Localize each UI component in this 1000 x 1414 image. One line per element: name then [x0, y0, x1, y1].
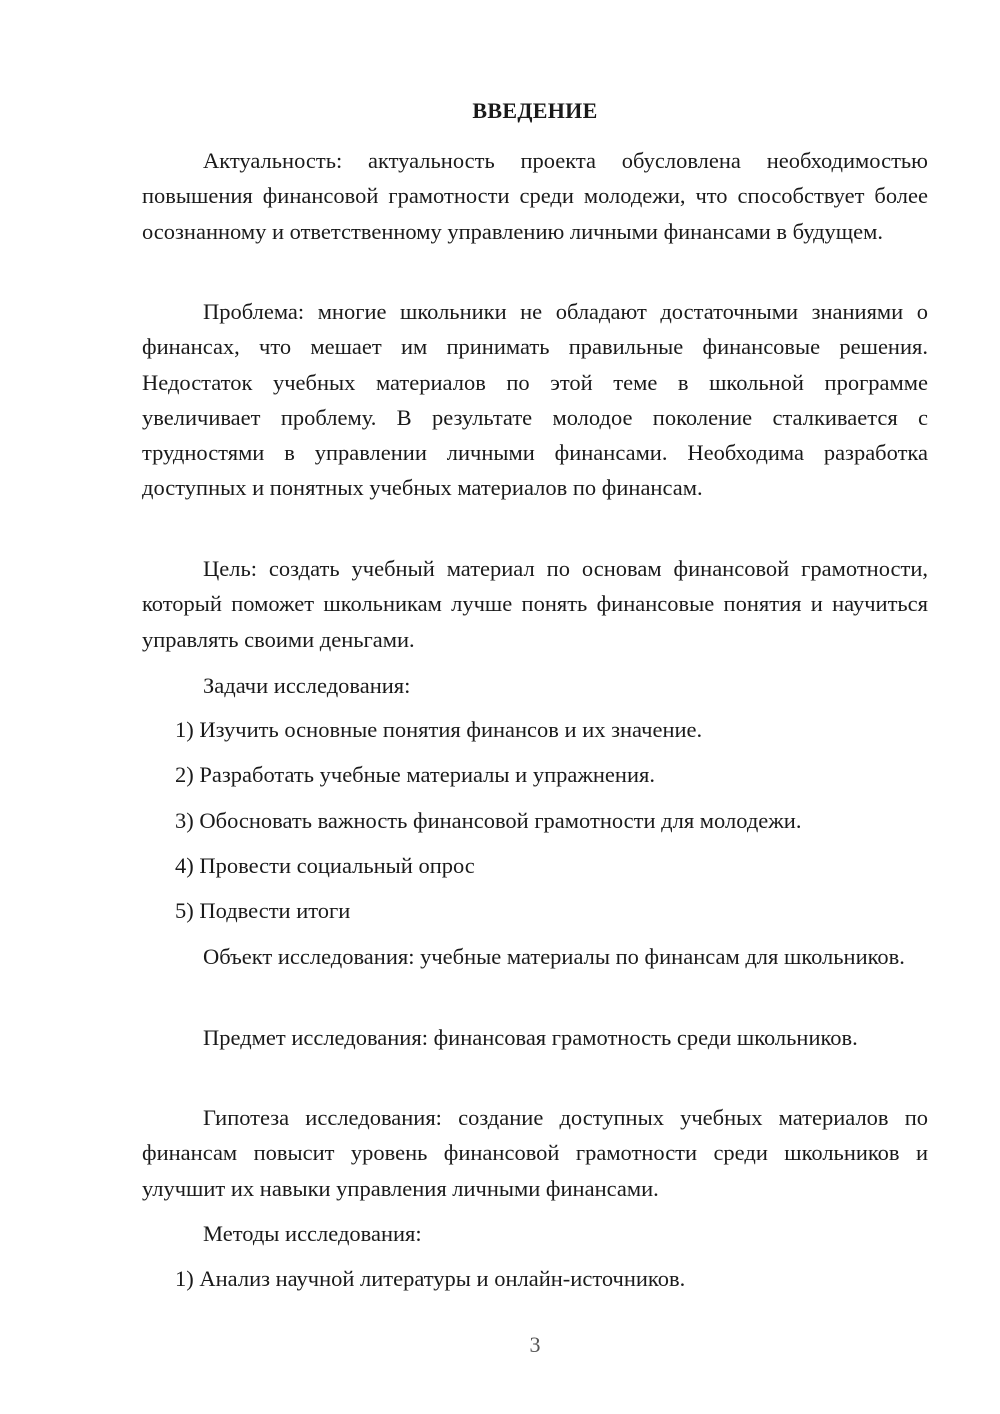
document-page [142, 0, 928, 1414]
subject-paragraph: Предмет исследования: финансовая грамотность среди школьников. [203, 1025, 858, 1050]
task-item: 4) Провести социальный опрос [175, 853, 475, 878]
hypothesis-paragraph: Гипотеза исследования: создание доступных учебных материалов по финансам повысит уровень финансовой грамотности среди школьников и улучшит их навыки управления личными финансами. [142, 1105, 928, 1201]
relevance-paragraph: Актуальность: актуальность проекта обусловлена необходимостью повышения финансовой грамотности среди молодежи, что способствует более осознанному и ответственному управлению личными финансами в будущем. [142, 148, 928, 244]
tasks-heading: Задачи исследования: [203, 673, 411, 698]
task-item: 5) Подвести итоги [175, 898, 351, 923]
goal-paragraph: Цель: создать учебный материал по основам финансовой грамотности, который поможет школьникам лучше понять финансовые понятия и научиться управлять своими деньгами. [142, 556, 928, 652]
page-title: ВВЕДЕНИЕ [472, 98, 598, 123]
object-paragraph: Объект исследования: учебные материалы по финансам для школьников. [203, 944, 905, 969]
task-item: 3) Обосновать важность финансовой грамотности для молодежи. [175, 808, 802, 833]
methods-heading: Методы исследования: [203, 1221, 422, 1246]
task-item: 1) Изучить основные понятия финансов и их значение. [175, 717, 703, 742]
page-number: 3 [529, 1332, 541, 1357]
method-item: 1) Анализ научной литературы и онлайн-источников. [175, 1266, 686, 1291]
task-item: 2) Разработать учебные материалы и упражнения. [175, 762, 655, 787]
problem-paragraph: Проблема: многие школьники не обладают достаточными знаниями о финансах, что мешает им принимать правильные финансовые решения. Недостаток учебных материалов по этой теме в школьной программе увеличивает проблему. В результате молодое поколение сталкивается с трудностями в управлении личными финансами. Необходима разработка доступных и понятных учебных материалов по финансам. [142, 299, 928, 501]
